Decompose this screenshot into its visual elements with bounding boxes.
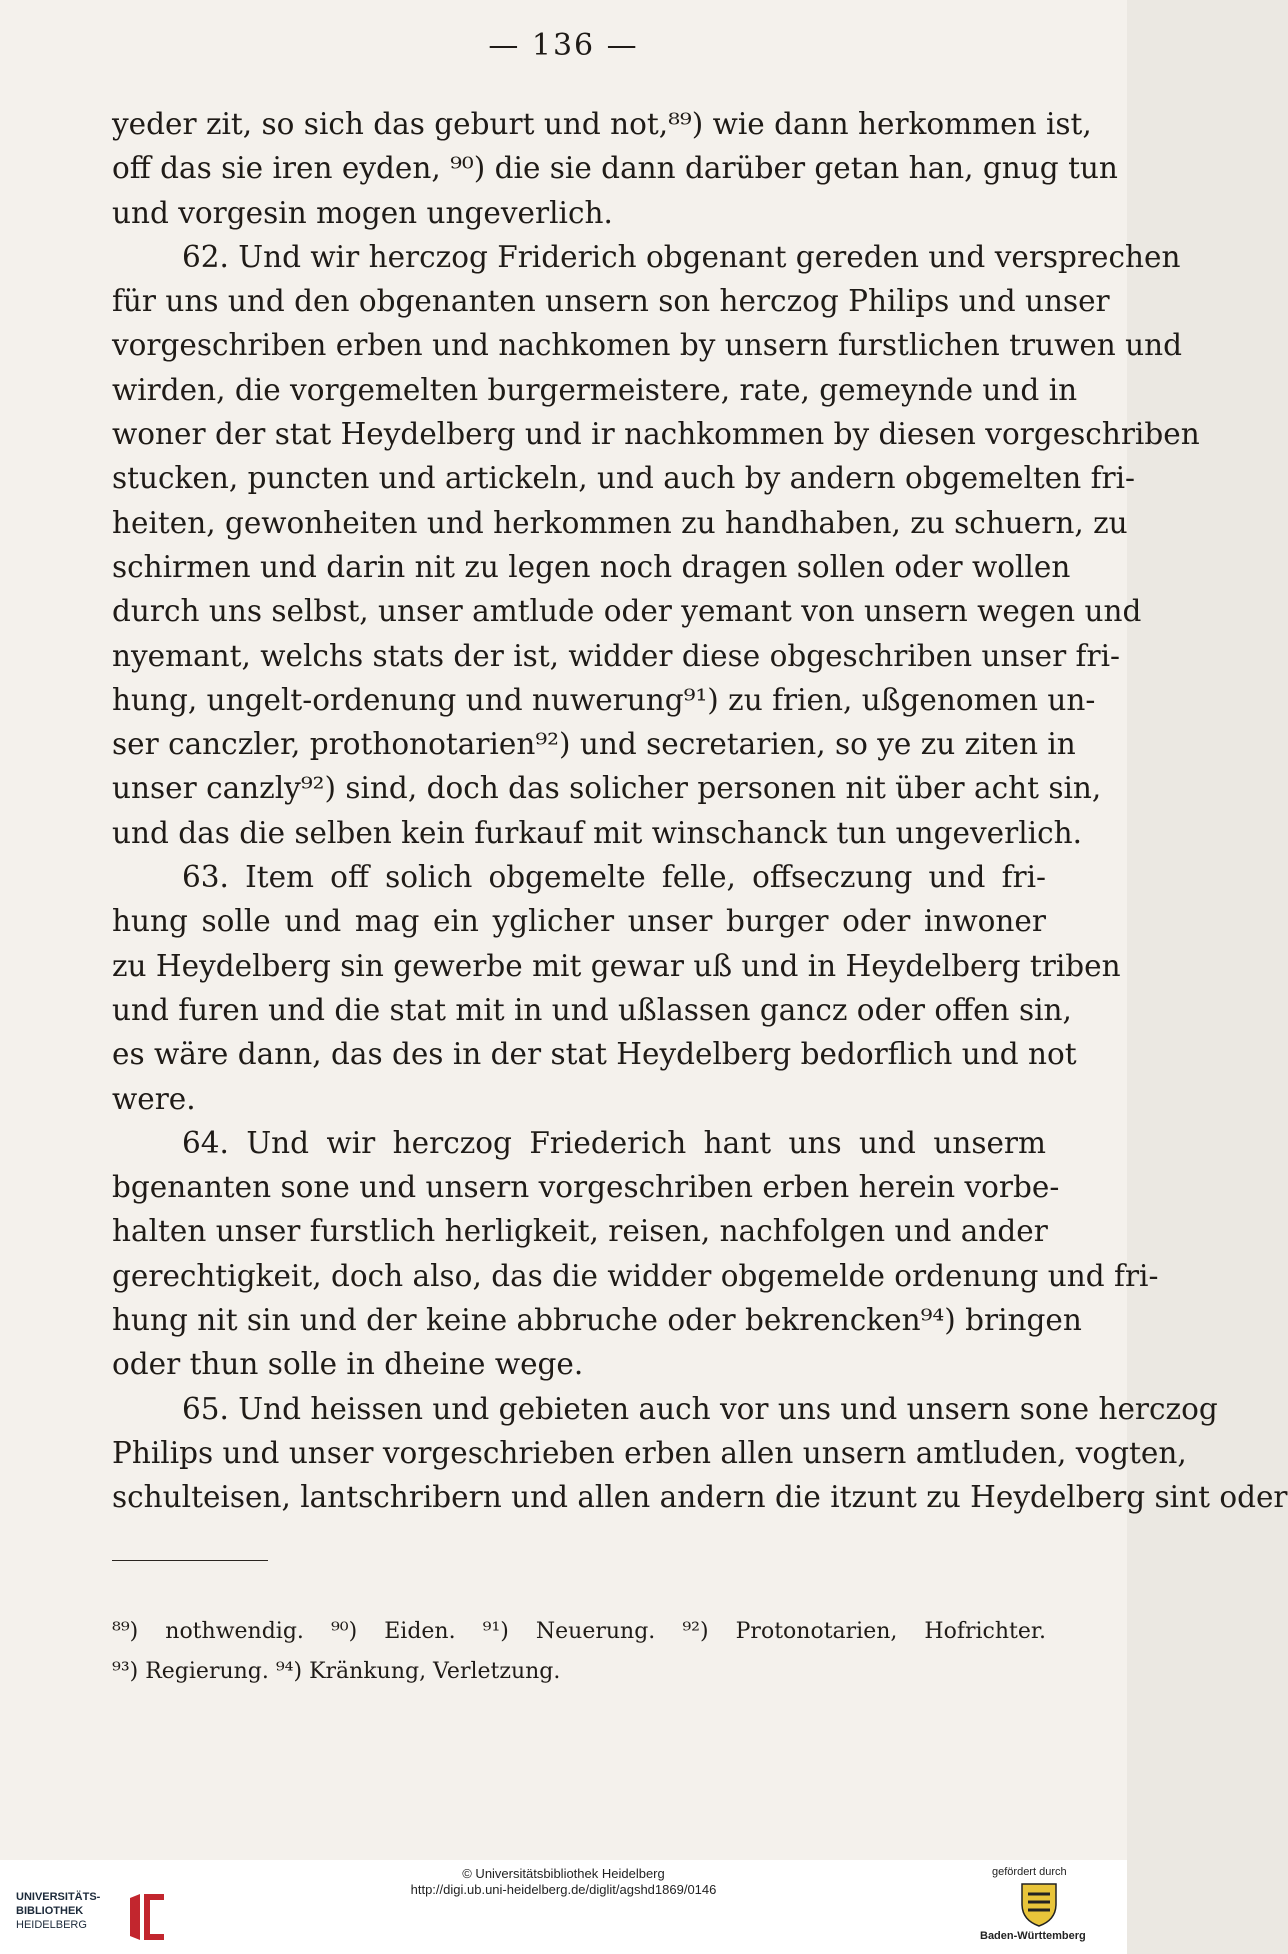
- text-line: Philips und unser vorgeschrieben erben allen unsern amtluden, vogten,: [112, 1435, 1187, 1470]
- text-line: und das die selben kein furkauf mit winschanck tun ungeverlich.: [112, 815, 1082, 850]
- text-line: 62. Und wir herczog Friderich obgenant gereden und versprechen: [182, 239, 1181, 274]
- paragraph-p-63: [112, 855, 1121, 1121]
- body-text: [112, 102, 1288, 1520]
- footnote-line: ⁹³) Regierung. ⁹⁴) Kränkung, Verletzung.: [112, 1659, 561, 1684]
- text-line: 65. Und heissen und gebieten auch vor uns und unsern sone herczog: [182, 1391, 1218, 1426]
- text-line: für uns und den obgenanten unsern son herczog Philips und unser: [112, 284, 1110, 319]
- text-line: oder thun solle in dheine wege.: [112, 1347, 584, 1382]
- text-line: bgenanten sone und unsern vorgeschriben erben herein vorbe-: [112, 1170, 1060, 1205]
- copyright-text: © Universitätsbibliothek Heidelberg: [462, 1866, 665, 1881]
- text-line: 64. Und wir herczog Friederich hant uns und unserm: [182, 1125, 1046, 1160]
- coat-of-arms-icon: [1018, 1880, 1060, 1928]
- library-name-line: HEIDELBERG: [16, 1919, 87, 1931]
- text-line: nyemant, welchs stats der ist, widder diese obgeschriben unser fri-: [112, 638, 1120, 673]
- sponsor-name: Baden-Württemberg: [980, 1930, 1086, 1942]
- text-line: zu Heydelberg sin gewerbe mit gewar uß und in Heydelberg triben: [112, 948, 1121, 983]
- text-line: off das sie iren eyden, ⁹⁰) die sie dann darüber getan han, gnug tun: [112, 151, 1118, 186]
- text-line: es wäre dann, das des in der stat Heydelberg bedorflich und not: [112, 1037, 1077, 1072]
- text-line: vorgeschriben erben und nachkomen by unsern furstlichen truwen und: [112, 328, 1183, 363]
- text-line: woner der stat Heydelberg und ir nachkommen by diesen vorgeschriben: [112, 417, 1200, 452]
- text-line: und vorgesin mogen ungeverlich.: [112, 195, 613, 230]
- text-line: stucken, puncten und artickeln, und auch by andern obgemelten fri-: [112, 461, 1136, 496]
- university-library-logo[interactable]: [16, 1890, 166, 1946]
- permalink[interactable]: http://digi.ub.uni-heidelberg.de/diglit/agshd1869/0146: [410, 1882, 717, 1897]
- text-line: were.: [112, 1081, 196, 1116]
- text-line: unser canzly⁹²) sind, doch das solicher personen nit über acht sin,: [112, 771, 1102, 806]
- text-line: schirmen und darin nit zu legen noch dragen sollen oder wollen: [112, 549, 1071, 584]
- library-mark-icon: [126, 1892, 168, 1942]
- footnotes: [112, 1612, 1046, 1692]
- library-name-line: BIBLIOTHEK: [16, 1905, 84, 1917]
- text-line: halten unser furstlich herligkeit, reisen, nachfolgen und ander: [112, 1214, 1048, 1249]
- paragraph-p-62: [112, 235, 1200, 855]
- text-line: schulteisen, lantschribern und allen andern die itzunt zu Heydelberg sint oder: [112, 1480, 1288, 1515]
- text-line: und furen und die stat mit in und ußlassen gancz oder offen sin,: [112, 992, 1072, 1027]
- paragraph-p-64: [112, 1121, 1159, 1387]
- sponsor-label: gefördert durch: [992, 1866, 1067, 1878]
- text-line: heiten, gewonheiten und herkommen zu handhaben, zu schuern, zu: [112, 505, 1128, 540]
- text-line: gerechtigkeit, doch also, das die widder obgemelde ordenung und fri-: [112, 1258, 1159, 1293]
- paragraph-p-65: [112, 1387, 1288, 1520]
- text-line: ser canczler, prothonotarien⁹²) und secretarien, so ye zu ziten in: [112, 727, 1076, 762]
- paragraph-p-intro: [112, 102, 1118, 235]
- library-name-line: UNIVERSITÄTS-: [16, 1891, 101, 1903]
- footnote-divider: [112, 1560, 268, 1561]
- text-line: hung nit sin und der keine abbruche oder bekrencken⁹⁴) bringen: [112, 1303, 1082, 1338]
- text-line: durch uns selbst, unser amtlude oder yemant von unsern wegen und: [112, 594, 1142, 629]
- footnote-line: ⁸⁹) nothwendig. ⁹⁰) Eiden. ⁹¹) Neuerung. ⁹²) Protonotarien, Hofrichter.: [112, 1619, 1046, 1644]
- sponsor-block: [980, 1858, 1120, 1952]
- text-line: wirden, die vorgemelten burgermeistere, rate, gemeynde und in: [112, 372, 1078, 407]
- text-line: hung solle und mag ein yglicher unser burger oder inwoner: [112, 904, 1046, 939]
- text-line: 63. Item off solich obgemelte felle, offseczung und fri-: [182, 860, 1046, 895]
- page-number: — 136 —: [488, 28, 639, 63]
- text-line: hung, ungelt-ordenung und nuwerung⁹¹) zu frien, ußgenomen un-: [112, 682, 1096, 717]
- text-line: yeder zit, so sich das geburt und not,⁸⁹) wie dann herkommen ist,: [112, 107, 1092, 141]
- copyright-block: [0, 1866, 1127, 1898]
